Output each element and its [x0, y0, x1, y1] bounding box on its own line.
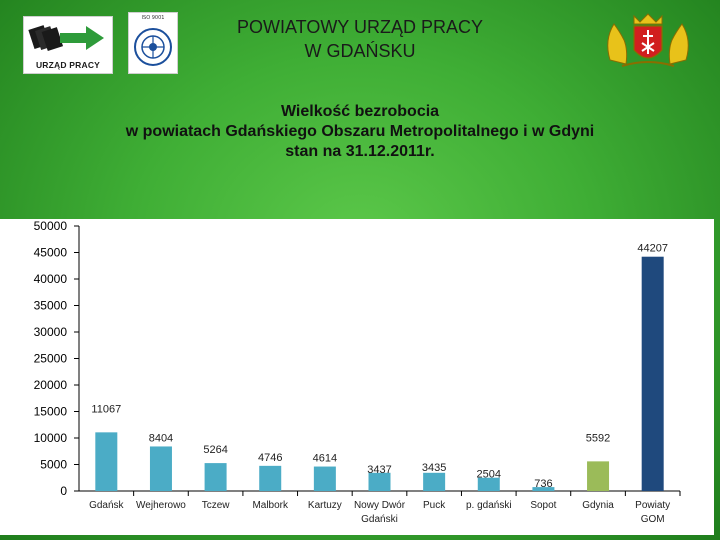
- category-label: Gdański: [361, 514, 398, 525]
- data-label: 2504: [476, 468, 502, 481]
- data-label: 4746: [257, 451, 283, 464]
- data-label: 3437: [367, 463, 392, 476]
- y-tick-label: 30000: [33, 325, 67, 339]
- category-label: Powiaty: [635, 500, 671, 511]
- category-label: Tczew: [201, 500, 230, 511]
- bar: [259, 466, 281, 491]
- chart-title-line3: stan na 31.12.2011r.: [285, 143, 435, 160]
- bar: [587, 461, 609, 491]
- category-label: Malbork: [252, 500, 289, 511]
- y-tick-label: 40000: [33, 272, 67, 286]
- bar: [150, 446, 172, 491]
- y-tick-label: 35000: [33, 298, 67, 313]
- iso-text: ISO 9001: [141, 15, 165, 21]
- y-tick-label: 45000: [33, 245, 67, 260]
- y-tick-label: 0: [60, 484, 67, 498]
- chart-title-line1: Wielkość bezrobocia: [280, 103, 440, 120]
- iso-seal-icon: [129, 13, 177, 73]
- data-label: 11067: [91, 403, 122, 416]
- bar: [205, 463, 227, 491]
- category-label: GOM: [640, 514, 665, 525]
- data-label: 5264: [203, 444, 228, 457]
- data-label: 8404: [148, 432, 174, 445]
- y-tick-label: 20000: [33, 378, 67, 392]
- category-label: p. gdański: [465, 500, 512, 511]
- bar: [95, 432, 117, 491]
- bar: [423, 473, 445, 491]
- gdansk-coat-of-arms-icon: [600, 10, 696, 70]
- urzad-pracy-logo: [23, 16, 113, 74]
- y-tick-label: 50000: [33, 219, 67, 233]
- data-label: 3435: [421, 461, 447, 474]
- y-tick-label: 5000: [40, 457, 67, 472]
- category-label: Puck: [423, 500, 446, 511]
- category-label: Sopot: [530, 500, 557, 511]
- logo-caption: URZĄD PRACY: [35, 60, 101, 70]
- y-tick-label: 10000: [33, 431, 67, 445]
- chart-panel: [0, 219, 714, 535]
- iso-certificate-badge: [128, 12, 178, 74]
- category-label: Gdynia: [582, 500, 614, 511]
- bar-chart: [0, 219, 714, 535]
- data-label: 44207: [637, 242, 668, 255]
- y-tick-label: 15000: [33, 404, 67, 419]
- y-tick-label: 25000: [33, 351, 67, 366]
- header-title-line2: W GDAŃSKU: [304, 41, 416, 61]
- data-label: 4614: [312, 452, 338, 465]
- data-label: 5592: [585, 432, 611, 445]
- chart-title-line2: w powiatach Gdańskiego Obszaru Metropolitalnego i w Gdyni: [125, 123, 595, 140]
- category-label: Nowy Dwór: [353, 500, 406, 511]
- data-label: 736: [534, 478, 553, 491]
- bar: [314, 467, 336, 491]
- header-title: [180, 15, 540, 63]
- logo-cards-arrow-icon: [24, 17, 112, 59]
- category-label: Wejherowo: [136, 500, 186, 511]
- bar: [642, 257, 664, 491]
- category-label: Gdańsk: [89, 500, 124, 511]
- header-title-line1: POWIATOWY URZĄD PRACY: [236, 17, 484, 37]
- category-label: Kartuzy: [307, 500, 342, 511]
- chart-title: [20, 102, 700, 162]
